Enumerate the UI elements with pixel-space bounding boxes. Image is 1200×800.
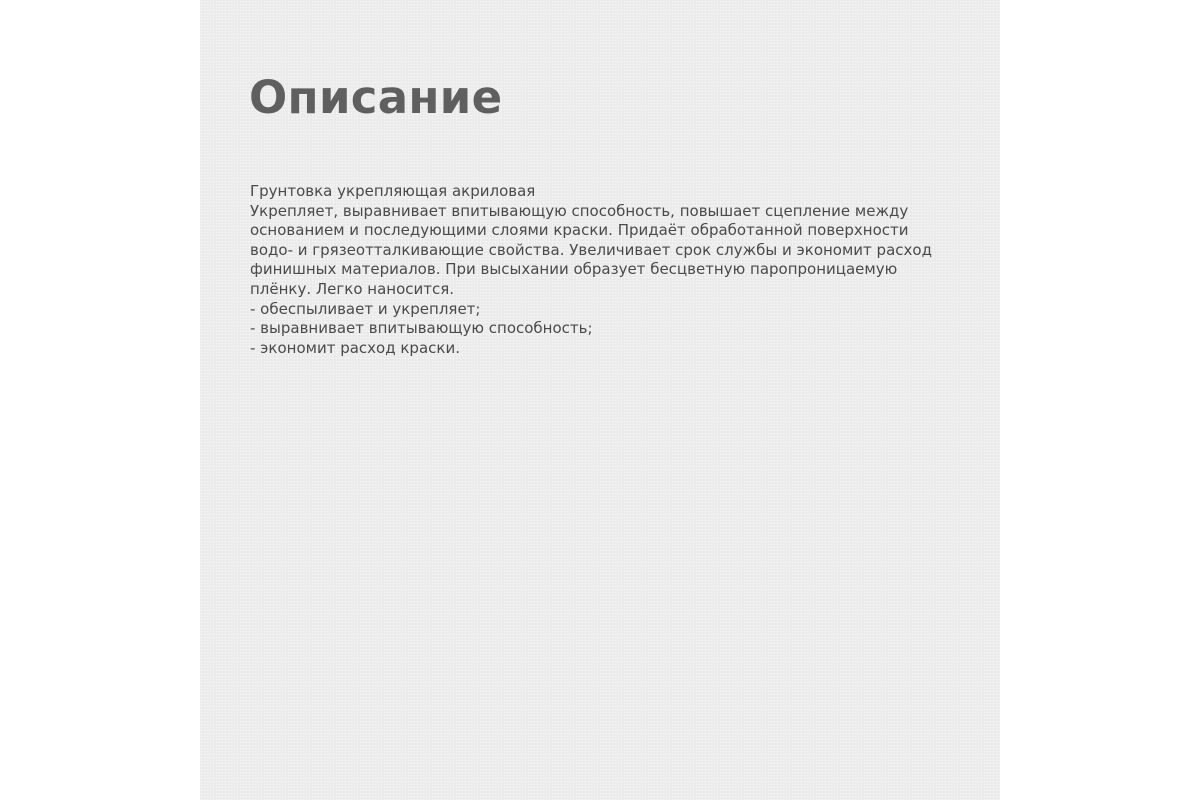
bullet-item: - обеспыливает и укрепляет;: [250, 299, 481, 318]
description-line: плёнку. Легко наносится.: [250, 279, 455, 298]
product-name: Грунтовка укрепляющая акриловая: [250, 182, 536, 200]
description-line: основанием и последующими слоями краски. Придаёт обработанной поверхности: [250, 221, 909, 240]
description-line: водо- и грязеотталкивающие свойства. Увеличивает срок службы и экономит расход: [250, 240, 932, 259]
description-line: Укрепляет, выравнивает впитывающую способность, повышает сцепление между: [250, 201, 909, 220]
description-title: Описание: [249, 71, 503, 124]
description-body: [250, 182, 985, 358]
bullet-item: - выравнивает впитывающую способность;: [250, 319, 593, 338]
bullet-item: - экономит расход краски.: [250, 338, 460, 357]
description-card: [200, 0, 1000, 800]
description-line: финишных материалов. При высыхании образует бесцветную паропроницаемую: [250, 260, 898, 279]
